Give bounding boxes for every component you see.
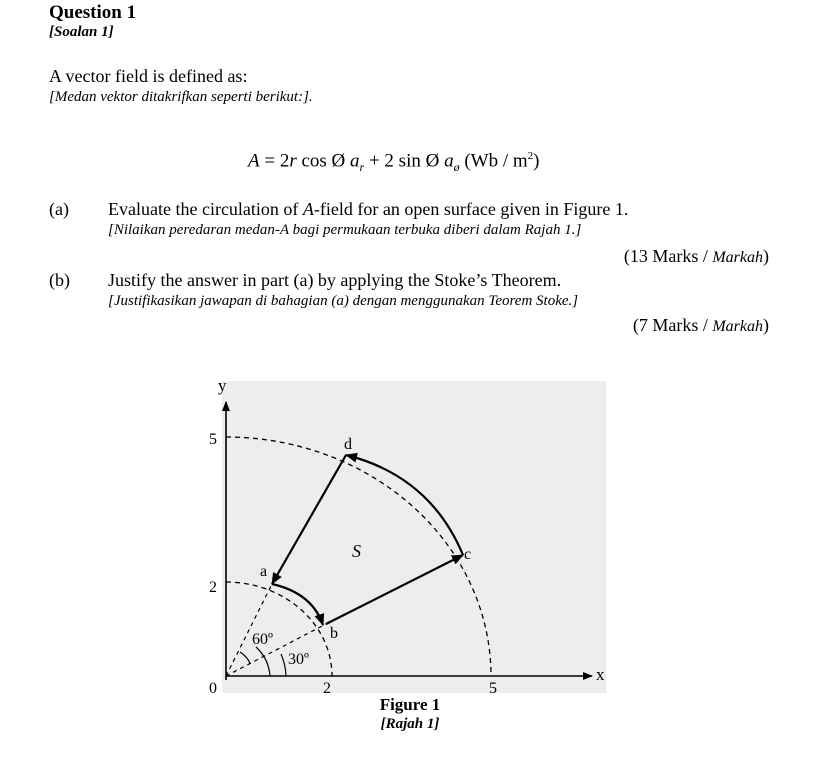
part-b-text: Justify the answer in part (a) by applying the Stoke’s Theorem. [108, 270, 562, 290]
point-d-label: d [344, 436, 352, 453]
y-axis-label: y [218, 376, 227, 395]
eq-units-exp: 2 [527, 150, 534, 162]
x-tick-2: 2 [323, 680, 331, 697]
eq-cos: cos Ø [296, 150, 351, 172]
figure-caption: Figure 1 [379, 695, 441, 714]
intro-text: A vector field is defined as: [49, 66, 248, 86]
y-tick-5: 5 [209, 431, 217, 448]
intro-text-malay: [Medan vektor ditakrifkan seperti berikut:]. [49, 89, 313, 105]
part-b-malay: [Justifikasikan jawapan di bahagian (a) dengan menggunakan Teorem Stoke.] [108, 293, 579, 309]
part-a-marks-close: ) [763, 246, 769, 266]
figure-background [222, 381, 606, 693]
part-b-marks-en: (7 Marks / [632, 315, 713, 335]
part-b-label: (b) [49, 270, 70, 290]
part-a-marks-en: (13 Marks / [623, 246, 713, 266]
angle-label-60: 60º [252, 631, 273, 648]
point-a-label: a [260, 563, 268, 580]
eq-unit-a2: a [444, 150, 454, 172]
part-a-label: (a) [49, 199, 69, 219]
y-tick-2: 2 [209, 579, 217, 596]
question-title: Question 1 [49, 2, 137, 23]
x-axis-label: x [596, 665, 605, 684]
eq-unit-a2-sub: ø [453, 160, 460, 175]
part-b-marks-ms: Markah [712, 318, 763, 335]
eq-equals: = 2 [259, 150, 290, 172]
eq-units-open: (Wb / m [459, 150, 528, 172]
surface-label: S [352, 541, 361, 561]
part-b-marks-close: ) [763, 315, 769, 335]
eq-r: r [289, 150, 297, 172]
eq-unit-a1-sub: r [359, 160, 365, 175]
part-a-malay: [Nilaikan peredaran medan-A bagi permukaan terbuka diberi dalam Rajah 1.] [108, 222, 582, 238]
part-a-marks-ms: Markah [712, 249, 763, 266]
part-a-text-var: A [302, 199, 314, 219]
origin-label: 0 [209, 680, 217, 697]
part-a-text-pre: Evaluate the circulation of [108, 199, 303, 219]
x-tick-5: 5 [489, 680, 497, 697]
figure-caption-malay: [Rajah 1] [380, 716, 440, 732]
eq-lhs: A [248, 150, 260, 172]
question-subtitle: [Soalan 1] [49, 24, 114, 40]
part-a-text-post: -field for an open surface given in Figure 1. [313, 199, 629, 219]
angle-label-30: 30º [288, 651, 309, 668]
eq-mid: + 2 sin Ø [364, 150, 445, 172]
eq-unit-a1: a [350, 150, 360, 172]
point-c-label: c [464, 546, 472, 563]
eq-units-close: ) [533, 150, 540, 172]
point-b-label: b [330, 625, 338, 642]
